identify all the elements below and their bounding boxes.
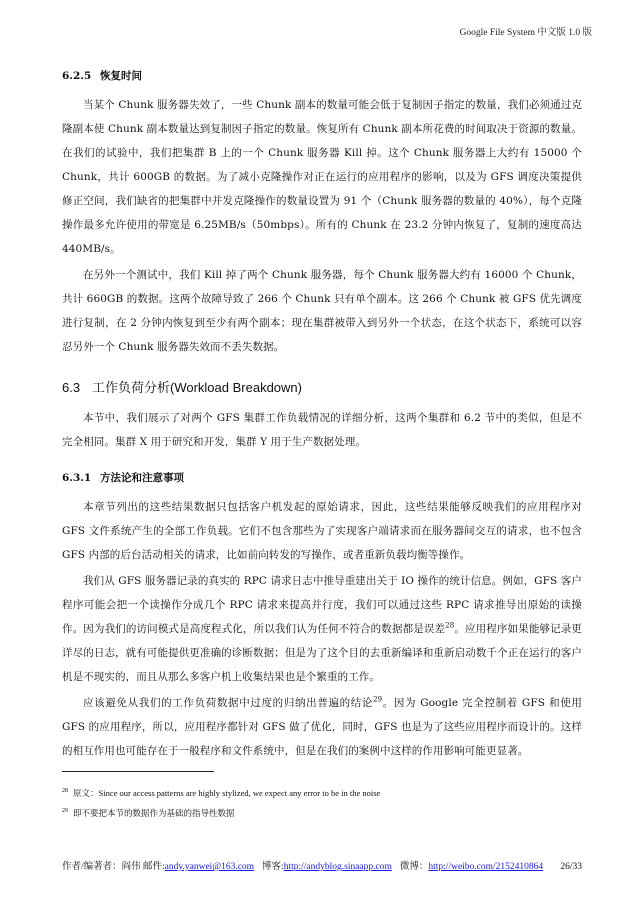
email-link[interactable]: andy.yanwei@163.com [164, 862, 255, 872]
footnote: $^{28}$ 原文：Since our access patterns are highly stylized, we expect any error to be in the noise [62, 787, 381, 798]
section-number: 6.2.5 [62, 70, 92, 82]
paragraph: 在另外一个测试中，我们 Kill 掉了两个 Chunk 服务器，每个 Chunk 服务器大约有 16000 个 Chunk，共计 660GB 的数据。这两个故障导致了 266 个 Chunk 只有单个副本。这 266 个 Chunk 被 GFS 优先调度进行复制，在 2 分钟内恢复到至少有两个副本；现在集群被带入到另外一个状态，在这个状态下，系统可以容忍另外一个 Chunk 服务器失效而不丢失数据。 [62, 269, 582, 353]
footnotes [62, 782, 582, 822]
weibo-link[interactable]: http://weibo.com/2152410864 [428, 862, 544, 872]
running-header: Google File System 中文版 1.0 版 [459, 28, 592, 38]
page-number: 26/33 [560, 862, 582, 872]
section-heading-6-3-1 [62, 470, 582, 485]
page-footer [62, 858, 582, 872]
footnote-ref[interactable]: 28 [445, 621, 455, 630]
paragraph: 本章节列出的这些结果数据只包括客户机发起的原始请求，因此，这些结果能够反映我们的应用程序对 GFS 文件系统产生的全部工作负载。它们不包含那些为了实现客户端请求而在服务器间交互的请求，也不包含 GFS 内部的后台活动相关的请求，比如前向转发的写操作，或者重新负载均衡等操作。 [62, 501, 582, 561]
paragraph: 我们从 GFS 服务器记录的真实的 RPC 请求日志中推导重建出关于 IO 操作的统计信息。例如，GFS 客户程序可能会把一个读操作分成几个 RPC 请求来提高并行度，我们可以通过这些 RPC 请求推导出原始的读操作。因为我们的访问模式是高度程式化，所以我们认为任何不符合的数据都是误差$^{28}$。应用程序如果能够记录更详尽的日志，就有可能提供更准确的诊断数据；但是为了这个目的去重新编译和重新启动数千个正在运行的客户机是不现实的，而且从那么多客户机上收集结果也是个繁重的工作。 [62, 575, 583, 683]
section-heading-6-2-5 [62, 68, 582, 83]
paragraph: 本节中，我们展示了对两个 GFS 集群工作负载情况的详细分析，这两个集群和 6.2 节中的类似，但是不完全相同。集群 X 用于研究和开发，集群 Y 用于生产数据处理。 [62, 412, 582, 448]
section-title: 恢复时间 [100, 70, 142, 82]
blog-link[interactable]: http://andyblog.sinaapp.com [283, 862, 392, 872]
paragraph: 应该避免从我们的工作负荷数据中过度的归纳出普遍的结论$^{29}$。因为 Google 完全控制着 GFS 和使用 GFS 的应用程序，所以，应用程序都针对 GFS 做了优化，同时，GFS 也是为了这些应用程序而设计的。这样的相互作用也可能存在于一般程序和文件系统中，但是在我们的案例中这样的作用影响可能更显著。 [62, 695, 582, 757]
section-title: 工作负荷分析(Workload Breakdown) [92, 380, 302, 395]
blog-label: 博客: [262, 862, 284, 872]
author-label: 作者/编著者：阎伟 邮件: [62, 862, 165, 872]
footnote-divider [62, 771, 214, 772]
section-number: 6.3 [62, 380, 81, 395]
section-title: 方法论和注意事项 [100, 472, 184, 484]
footnote-ref[interactable]: 29 [373, 695, 383, 704]
footnote: $^{29}$ 即不要把本节的数据作为基础的指导性数据 [62, 807, 235, 818]
section-heading-6-3 [62, 377, 582, 396]
section-number: 6.3.1 [62, 472, 92, 484]
weibo-label: 微博： [399, 862, 429, 872]
page-content [62, 62, 582, 765]
paragraph: 当某个 Chunk 服务器失效了，一些 Chunk 副本的数量可能会低于复制因子指定的数量，我们必须通过克隆副本使 Chunk 副本数量达到复制因子指定的数量。恢复所有 Chunk 副本所花费的时间取决于资源的数量。在我们的试验中，我们把集群 B 上的一个 Chunk 服务器 Kill 掉。这个 Chunk 服务器上大约有 15000 个 Chunk，共计 600GB 的数据。为了减小克隆操作对正在运行的应用程序的影响，以及为 GFS 调度决策提供修正空间，我们缺省的把集群中并发克隆操作的数量设置为 91 个（Chunk 服务器的数量的 40%），每个克隆操作最多允许使用的带宽是 6.25MB/s（50mbps）。所有的 Chunk 在 23.2 分钟内恢复了，复制的速度高达 440MB/s。 [62, 99, 582, 255]
